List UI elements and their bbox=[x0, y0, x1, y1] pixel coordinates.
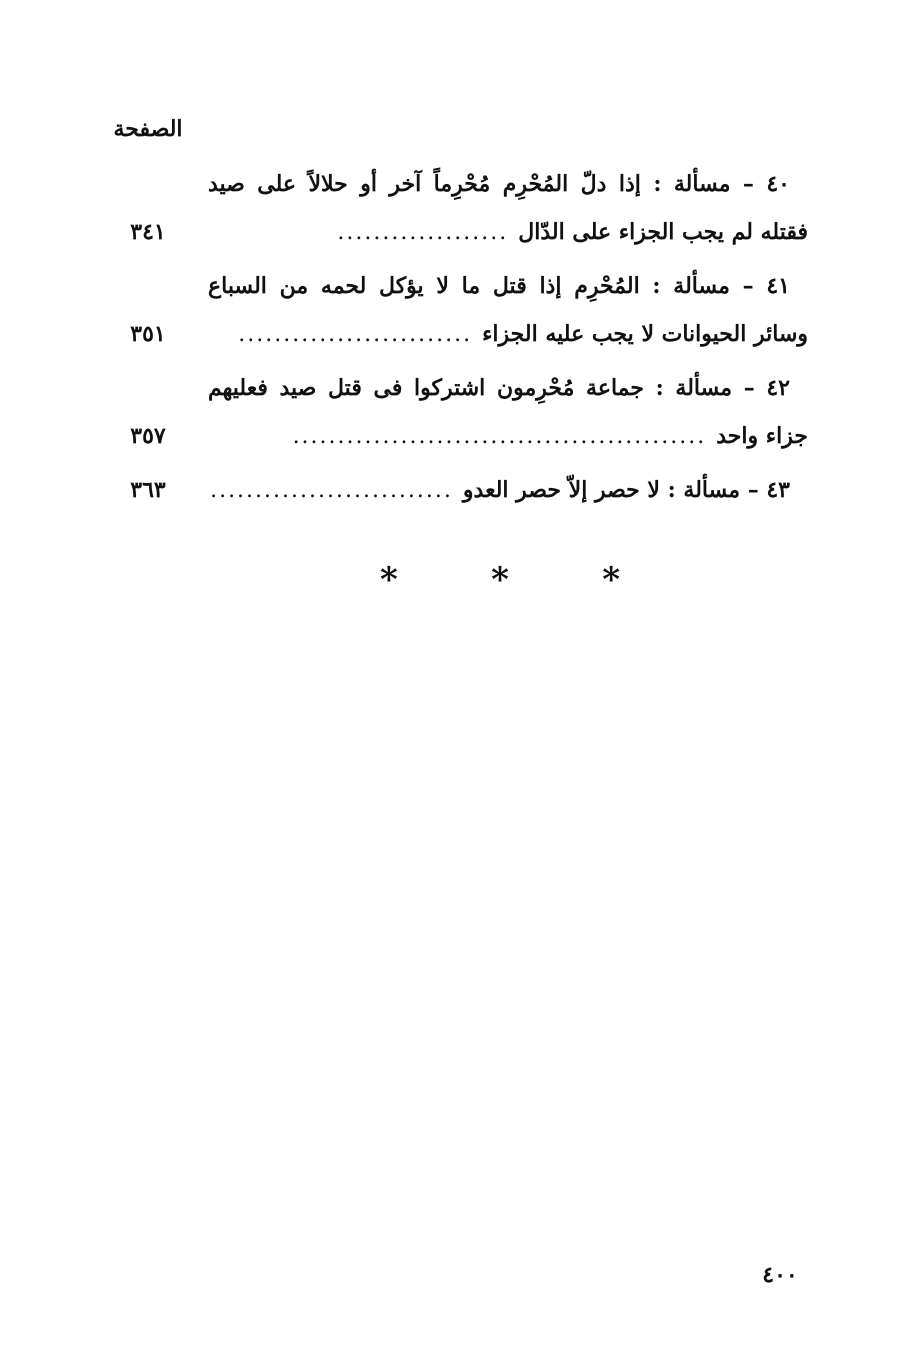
entry-page-number: ٣٦٣ bbox=[130, 477, 166, 503]
table-of-contents bbox=[108, 160, 808, 520]
toc-entry-43 bbox=[108, 466, 808, 514]
toc-line bbox=[108, 310, 808, 358]
entry-title-line: ٤١ – مسألة : المُحْرِم إذا قتل ما لا يؤكل لحمه من السباع bbox=[208, 273, 790, 299]
page-footer-number: ٤٠٠ bbox=[762, 1262, 798, 1288]
entry-last-row bbox=[208, 412, 808, 461]
entry-title-end: جزاء واحد bbox=[716, 423, 808, 449]
toc-line bbox=[108, 262, 808, 310]
toc-line bbox=[108, 364, 808, 412]
leader-dots: ................... bbox=[337, 220, 509, 245]
entry-last-row bbox=[208, 466, 790, 515]
leader-dots: .......................... bbox=[238, 322, 473, 347]
toc-entry-40 bbox=[108, 160, 808, 256]
entry-title-end: فقتله لم يجب الجزاء على الدّال bbox=[518, 219, 808, 245]
toc-line bbox=[108, 160, 808, 208]
entry-title-end: ٤٣ – مسألة : لا حصر إلاّ حصر العدو bbox=[462, 477, 790, 503]
asterisk: * bbox=[602, 560, 620, 600]
entry-title-line: ٤٢ – مسألة : جماعة مُحْرِمون اشتركوا فى قتل صيد فعليهم bbox=[208, 375, 790, 401]
toc-line bbox=[108, 208, 808, 256]
leader-dots: .............................................. bbox=[292, 424, 707, 449]
entry-title-end: وسائر الحيوانات لا يجب عليه الجزاء bbox=[482, 321, 808, 347]
leader-dots: ........................... bbox=[210, 478, 453, 503]
entry-last-row bbox=[208, 208, 808, 257]
asterisk: * bbox=[491, 560, 509, 600]
toc-entry-42 bbox=[108, 364, 808, 460]
toc-line bbox=[108, 466, 808, 514]
toc-entry-41 bbox=[108, 262, 808, 358]
page-column-header: الصفحة bbox=[113, 116, 183, 142]
entry-page-number: ٣٥٧ bbox=[130, 423, 166, 449]
section-separator bbox=[380, 560, 620, 600]
asterisk: * bbox=[380, 560, 398, 600]
entry-page-number: ٣٥١ bbox=[130, 321, 166, 347]
entry-page-number: ٣٤١ bbox=[130, 219, 166, 245]
entry-last-row bbox=[208, 310, 808, 359]
toc-line bbox=[108, 412, 808, 460]
entry-title-line: ٤٠ – مسألة : إذا دلّ المُحْرِم مُحْرِماً آخر أو حلالاً على صيد bbox=[208, 171, 790, 197]
